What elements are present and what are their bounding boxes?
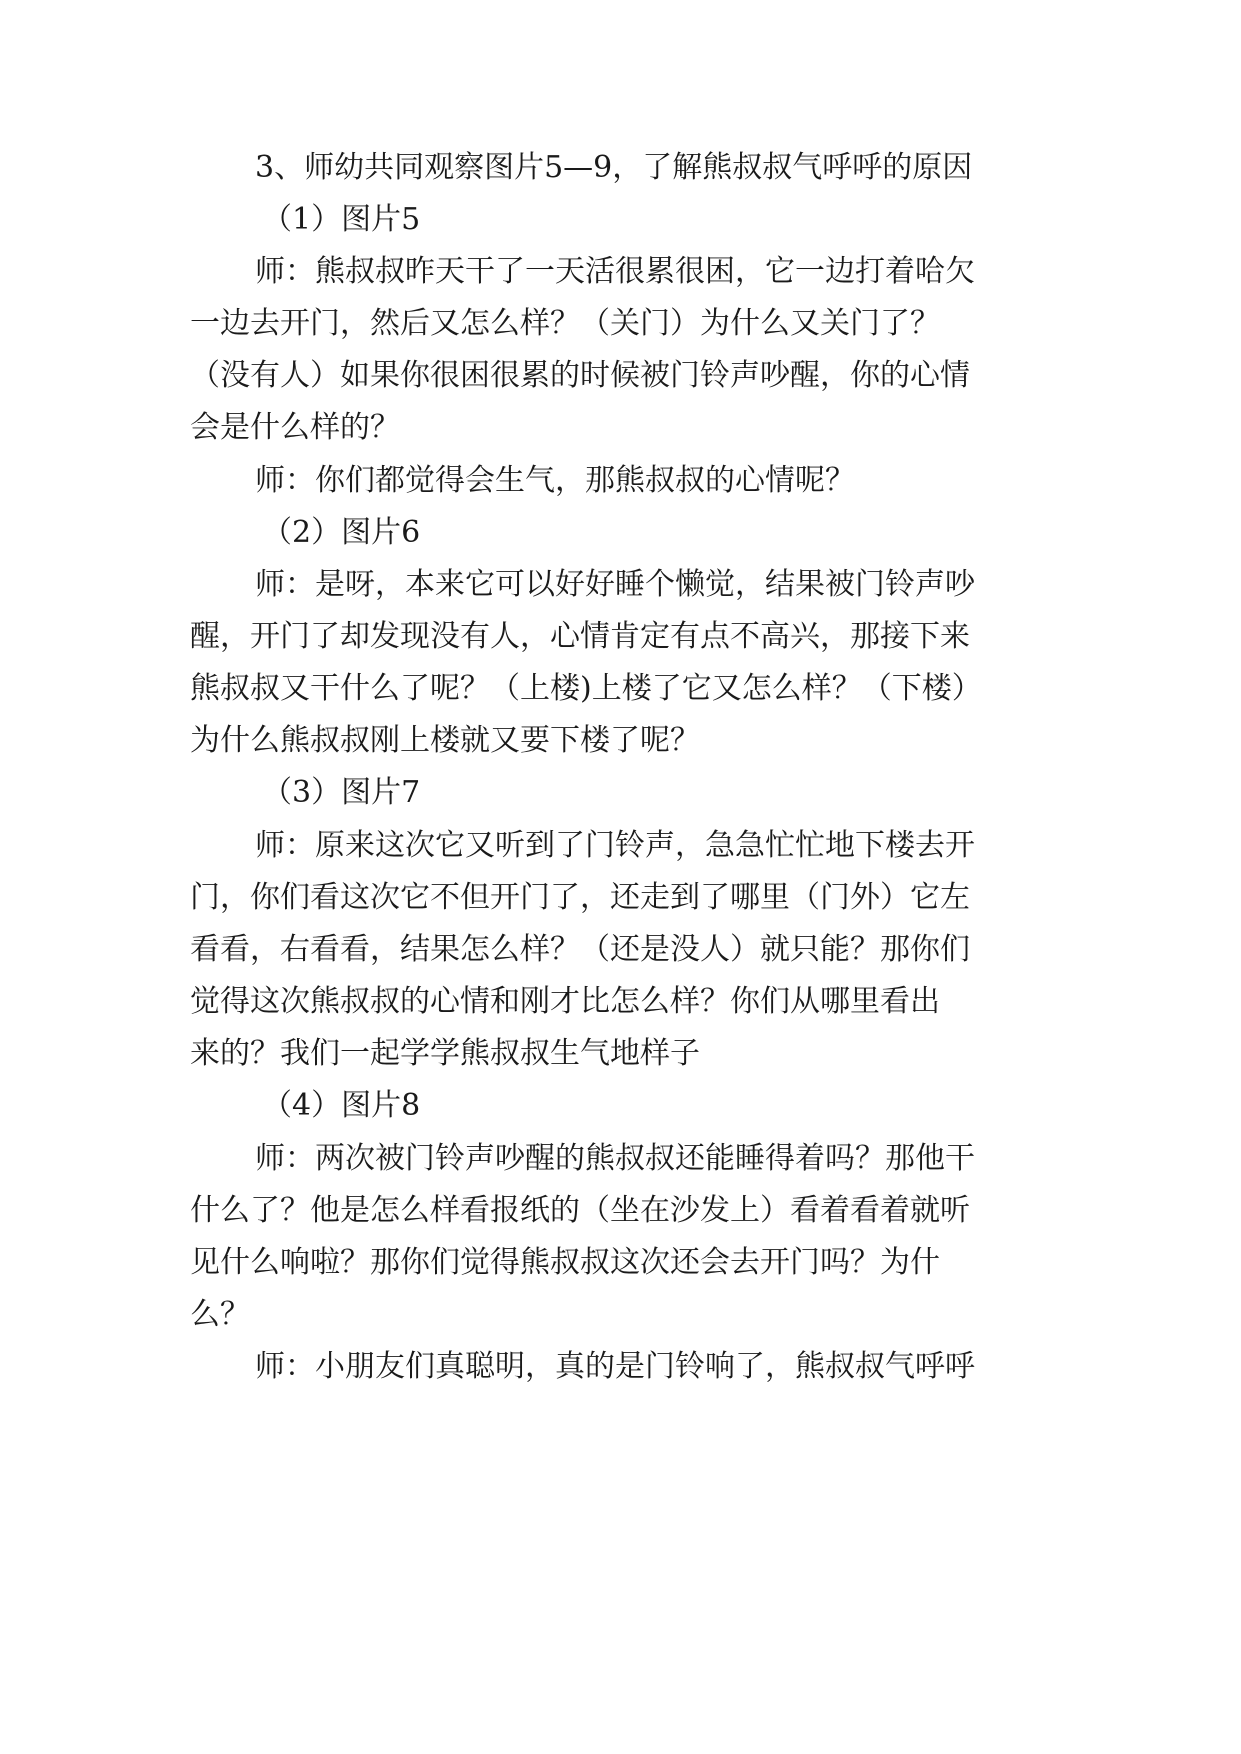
paragraph-line: 师：原来这次它又听到了门铃声，急急忙忙地下楼去开 — [255, 828, 975, 863]
subheading-picture-7: （3）图片7 — [262, 775, 421, 810]
paragraph-line: 醒，开门了却发现没有人，心情肯定有点不高兴，那接下来 — [190, 619, 970, 654]
paragraph-line: 见什么响啦？那你们觉得熊叔叔这次还会去开门吗？为什 — [190, 1245, 940, 1280]
paragraph-line: 会是什么样的？ — [190, 410, 400, 445]
subheading-picture-6: （2）图片6 — [262, 515, 421, 550]
paragraph-line: 来的？我们一起学学熊叔叔生气地样子 — [190, 1036, 700, 1071]
paragraph-line: 门，你们看这次它不但开门了，还走到了哪里（门外）它左 — [190, 880, 970, 915]
paragraph-line: 师：小朋友们真聪明，真的是门铃响了，熊叔叔气呼呼 — [255, 1349, 975, 1384]
paragraph-line: 看看，右看看，结果怎么样？（还是没人）就只能？那你们 — [190, 932, 970, 967]
section-heading: 3、师幼共同观察图片5—9，了解熊叔叔气呼呼的原因 — [255, 150, 973, 185]
paragraph-line: 师：熊叔叔昨天干了一天活很累很困，它一边打着哈欠 — [255, 254, 975, 289]
paragraph-line: 一边去开门，然后又怎么样？（关门）为什么又关门了？ — [190, 306, 940, 341]
subheading-picture-5: （1）图片5 — [262, 202, 421, 237]
paragraph-line: 觉得这次熊叔叔的心情和刚才比怎么样？你们从哪里看出 — [190, 984, 940, 1019]
subheading-picture-8: （4）图片8 — [262, 1088, 421, 1123]
paragraph-line: 师：两次被门铃声吵醒的熊叔叔还能睡得着吗？那他干 — [255, 1141, 975, 1176]
paragraph-line: 熊叔叔又干什么了呢？（上楼)上楼了它又怎么样？（下楼） — [190, 671, 982, 706]
paragraph-line: 师：是呀，本来它可以好好睡个懒觉，结果被门铃声吵 — [255, 567, 975, 602]
paragraph-line: 为什么熊叔叔刚上楼就又要下楼了呢？ — [190, 723, 700, 758]
paragraph-line: 师：你们都觉得会生气，那熊叔叔的心情呢？ — [255, 463, 855, 498]
paragraph-line: 么？ — [190, 1297, 250, 1332]
paragraph-line: 什么了？他是怎么样看报纸的（坐在沙发上）看着看着就听 — [190, 1193, 970, 1228]
paragraph-line: （没有人）如果你很困很累的时候被门铃声吵醒，你的心情 — [190, 358, 970, 393]
